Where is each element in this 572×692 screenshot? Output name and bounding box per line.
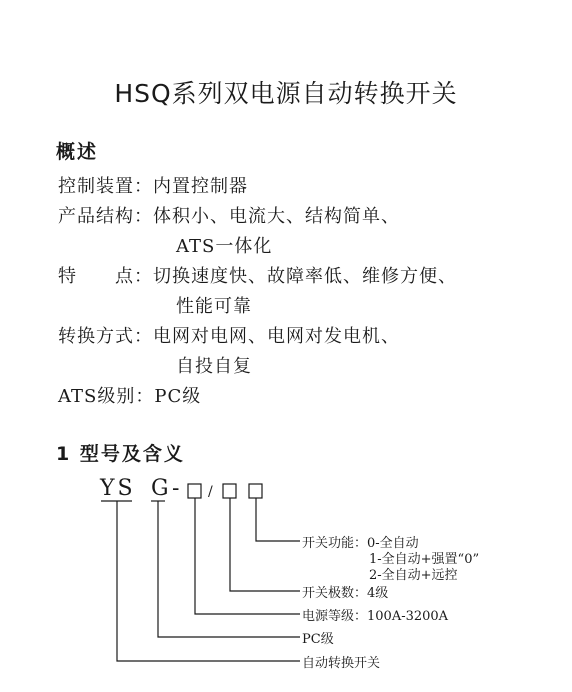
section-heading-overview: 概述 xyxy=(56,141,99,163)
model-g-code: G xyxy=(151,476,172,501)
overview-line-mode: 转换方式：电网对电网、电网对发电机、 xyxy=(58,326,400,347)
model-slash: / xyxy=(208,484,213,500)
leader-line-poles xyxy=(230,498,300,591)
label-function-option-1: 1-全自动+强置“0” xyxy=(369,552,480,567)
label-ats: 自动转换开关 xyxy=(302,656,381,671)
label-pc-class: PC级 xyxy=(302,632,334,647)
leader-line-pc xyxy=(158,501,300,637)
leader-line-current xyxy=(195,498,300,614)
placeholder-box-current xyxy=(188,484,201,498)
overview-line-mode-cont: 自投自复 xyxy=(176,356,252,377)
placeholder-box-poles xyxy=(223,484,236,498)
overview-line-structure: 产品结构：体积小、电流大、结构简单、 xyxy=(58,206,400,227)
model-dash: - xyxy=(172,476,183,501)
placeholder-box-function xyxy=(249,484,262,498)
page-title: HSQ系列双电源自动转换开关 xyxy=(114,79,458,108)
overview-line-ats-level: ATS级别：PC级 xyxy=(58,386,202,407)
overview-line-control: 控制装置：内置控制器 xyxy=(58,176,248,197)
section-heading-model: 1 型号及含义 xyxy=(56,443,185,465)
overview-line-features-cont: 性能可靠 xyxy=(176,296,252,317)
label-function: 开关功能：0-全自动 xyxy=(302,536,419,551)
leader-line-function xyxy=(256,498,300,541)
label-function-option-2: 2-全自动+远控 xyxy=(369,568,458,583)
overview-line-structure-cont: ATS一体化 xyxy=(176,236,273,257)
model-prefix: YS xyxy=(100,476,136,501)
label-current-rating: 电源等级：100A-3200A xyxy=(302,609,449,624)
overview-line-features: 特 点：切换速度快、故障率低、维修方便、 xyxy=(58,266,457,287)
label-poles: 开关极数：4级 xyxy=(302,586,389,601)
